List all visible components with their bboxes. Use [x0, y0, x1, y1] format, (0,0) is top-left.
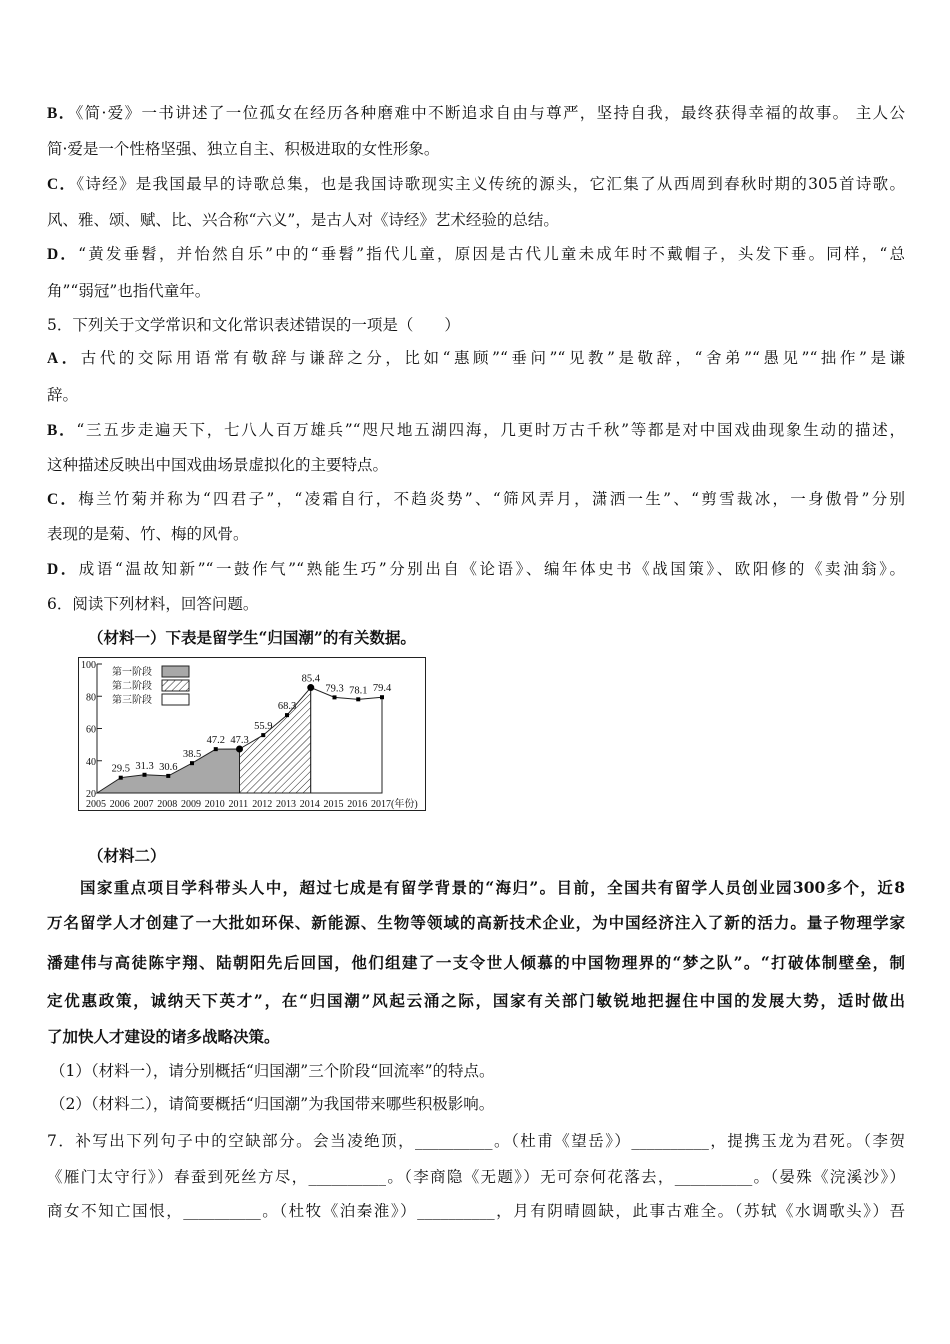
x-tick-label: 2011 — [228, 799, 249, 810]
legend-label: 第二阶段 — [112, 681, 152, 692]
material2-title: （材料二） — [88, 846, 166, 865]
option-text: 《诗经》是我国最早的诗歌总集，也是我国诗歌现实主义传统的源头，它汇集了从西周到春秋时期的305首诗歌。 — [76, 175, 905, 193]
q7-line: 《雁门太守行》）春蚕到死丝方尽，__________。（李商隐《无题》）无可奈何花落去，__________。（晏殊《浣溪沙》） — [47, 1168, 905, 1186]
legend-label: 第三阶段 — [112, 695, 152, 706]
option-label: D． — [47, 561, 79, 578]
data-label: 47.2 — [206, 735, 225, 747]
data-point — [356, 697, 360, 701]
q5-stem: 5．下列关于文学常识和文化常识表述错误的一项是（ ） — [47, 316, 460, 334]
data-label: 55.9 — [254, 721, 273, 733]
x-tick-label: 2007 — [133, 799, 154, 810]
data-label: 47.3 — [230, 734, 249, 746]
data-point — [214, 747, 218, 751]
data-point — [190, 761, 194, 765]
q6-sub1: （1）（材料一），请分别概括“归国潮”三个阶段“回流率”的特点。 — [50, 1062, 495, 1080]
data-point — [285, 713, 289, 717]
option-text: 简·爱是一个性格坚强、独立自主、积极进取的女性形象。 — [47, 140, 440, 158]
option-label: B． — [47, 422, 77, 439]
data-point — [166, 774, 170, 778]
q6-stem: 6．阅读下列材料，回答问题。 — [47, 595, 259, 613]
y-tick-label: 40 — [86, 756, 96, 768]
option-text: 古代的交际用语常有敬辞与谦辞之分，比如“惠顾”“垂问”“见教”是敬辞，“舍弟”“愚见”“拙作”是谦 — [80, 349, 906, 367]
x-tick-label: 2012 — [252, 799, 273, 810]
legend-swatch — [162, 680, 189, 691]
option-label: A． — [47, 350, 81, 367]
data-label: 68.3 — [277, 701, 297, 713]
paragraph-line: 潘建伟与高徒陈宇翔、陆朝阳先后回国，他们组建了一支令世人倾慕的中国物理界的“梦之队”。“打破体制壁垒，制 — [47, 953, 905, 972]
data-point — [119, 776, 123, 780]
y-tick-label: 20 — [86, 789, 96, 800]
paragraph-line: 定优惠政策，诚纳天下英才”，在“归国潮”风起云涌之际，国家有关部门敏锐地把握住中国的发展大势，适时做出 — [47, 991, 905, 1010]
x-tick-label: 2017(年份) — [371, 799, 418, 810]
x-tick-label: 2008 — [157, 799, 178, 810]
q7-line: 商女不知亡国恨，__________。（杜牧《泊秦淮》）__________，月有阴晴圆缺，此事古难全。（苏轼《水调歌头》）吾 — [47, 1202, 905, 1220]
x-tick-label: 2006 — [109, 799, 130, 810]
x-tick-label: 2005 — [86, 799, 106, 810]
x-tick-label: 2009 — [181, 799, 201, 810]
q6-sub2: （2）（材料二），请简要概括“归国潮”为我国带来哪些积极影响。 — [50, 1095, 495, 1113]
material1-title: （材料一）下表是留学生“归国潮”的有关数据。 — [88, 628, 416, 647]
paragraph-line: 了加快人才建设的诸多战略决策。 — [47, 1027, 280, 1046]
option-label: D． — [47, 246, 79, 263]
option-text: 这种描述反映出中国戏曲场景虚拟化的主要特点。 — [47, 456, 389, 474]
data-point — [380, 695, 384, 699]
data-label: 38.5 — [182, 749, 202, 761]
return-rate-chart — [78, 657, 426, 811]
option-text: 角”“弱冠”也指代童年。 — [47, 282, 211, 300]
y-tick-label: 80 — [86, 692, 96, 704]
data-label: 79.4 — [372, 683, 392, 695]
data-label: 29.5 — [111, 763, 130, 775]
option-label: B． — [47, 105, 76, 122]
data-label: 85.4 — [301, 673, 320, 685]
option-text: 梅兰竹菊并称为“四君子”，“凌霜自行，不趋炎势”、“筛风弄月，潇洒一生”、“剪雪裁冰，一身傲骨”分别 — [78, 490, 905, 508]
paragraph-line: 国家重点项目学科带头人中，超过七成是有留学背景的“海归”。目前，全国共有留学人员创业园300多个，近8 — [80, 878, 905, 897]
data-point — [236, 745, 243, 752]
option-text: 成语“温故知新”“一鼓作气”“熟能生巧”分别出自《论语》、编年体史书《战国策》、欧阳修的《卖油翁》。 — [78, 560, 905, 578]
data-label: 31.3 — [135, 760, 154, 772]
x-tick-label: 2013 — [276, 799, 296, 810]
data-label: 79.3 — [325, 683, 344, 695]
y-tick-label: 60 — [86, 724, 96, 736]
q7-line: 7．补写出下列句子中的空缺部分。会当凌绝顶，__________。（杜甫《望岳》）__________，提携玉龙为君死。（李贺 — [47, 1132, 905, 1150]
data-label: 78.1 — [349, 685, 368, 697]
data-point — [307, 684, 314, 691]
data-point — [143, 773, 147, 777]
x-tick-label: 2015 — [323, 799, 344, 810]
option-label: C． — [47, 176, 77, 193]
data-label: 30.6 — [159, 761, 178, 773]
data-point — [333, 695, 337, 699]
stage-area-3 — [311, 688, 382, 793]
x-tick-label: 2010 — [204, 799, 225, 810]
paragraph-line: 万名留学人才创建了一大批如环保、新能源、生物等领域的高新技术企业，为中国经济注入了新的活力。量子物理学家 — [47, 913, 905, 932]
option-text: 《简·爱》一书讲述了一位孤女在经历各种磨难中不断追求自由与尊严，坚持自我，最终获得幸福的故事。 主人公 — [75, 104, 906, 122]
legend-swatch — [162, 694, 189, 705]
option-text: 辞。 — [47, 386, 79, 404]
y-tick-label: 100 — [81, 660, 96, 671]
option-text: “三五步走遍天下，七八人百万雄兵”“咫尺地五湖四海，几更时万古千秋”等都是对中国戏曲现象生动的描述， — [76, 421, 905, 439]
x-tick-label: 2016 — [347, 799, 368, 810]
legend-label: 第一阶段 — [112, 667, 152, 678]
option-text: 表现的是菊、竹、梅的风骨。 — [47, 525, 249, 543]
option-text: 风、雅、颂、赋、比、兴合称“六义”，是古人对《诗经》艺术经验的总结。 — [47, 211, 559, 229]
option-text: “黄发垂髫，并怡然自乐”中的“垂髫”指代儿童，原因是古代儿童未成年时不戴帽子，头发下垂。同样，“总 — [78, 245, 906, 263]
data-point — [261, 733, 265, 737]
x-tick-label: 2014 — [299, 799, 320, 810]
option-label: C． — [47, 491, 79, 508]
legend-swatch — [162, 666, 189, 677]
